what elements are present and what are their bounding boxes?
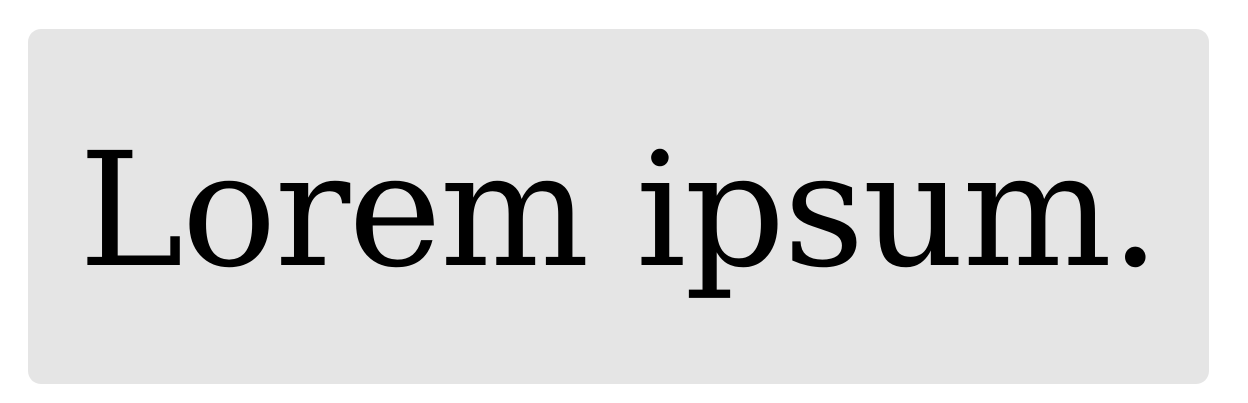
text-box [28,29,1209,384]
text-box-label: Lorem ipsum. [78,118,1159,303]
